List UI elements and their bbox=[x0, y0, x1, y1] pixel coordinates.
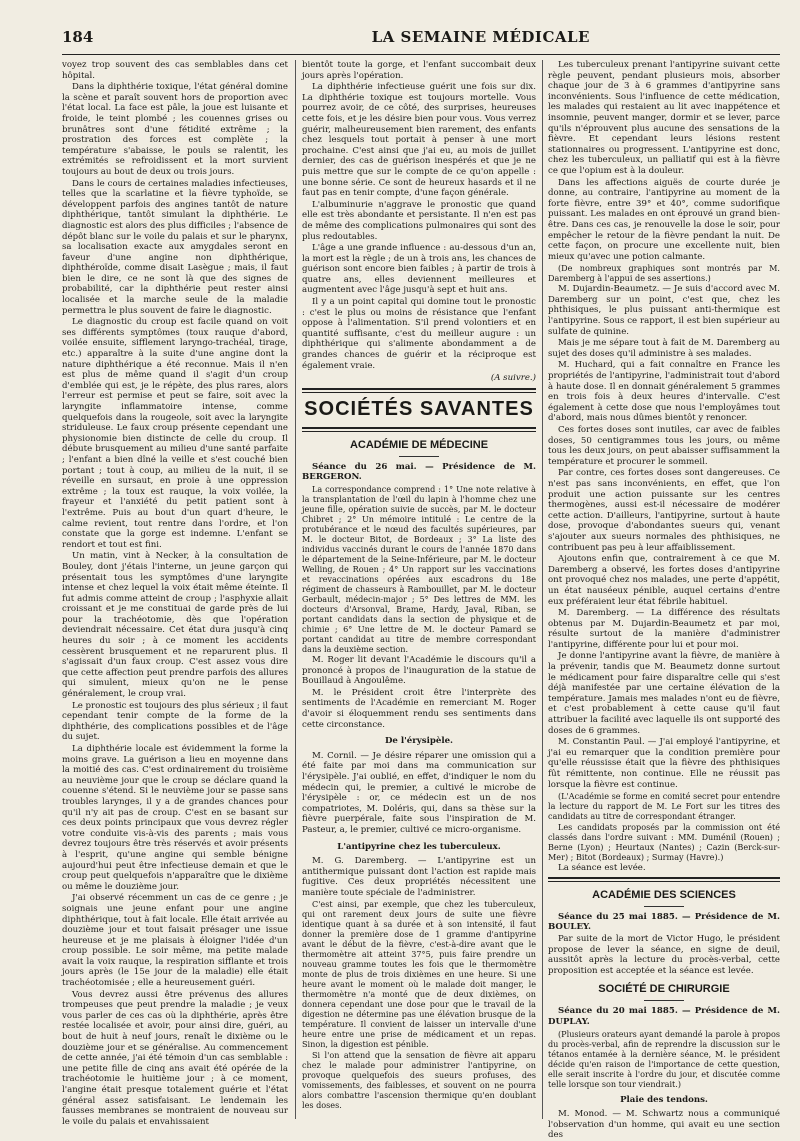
seance-line: Séance du 26 mai. — Présidence de M. BERGERON. bbox=[302, 461, 536, 483]
paragraph: La diphthérie locale est évidemment la forme la moins grave. La guérison a lieu en moyenne dans la moitié des cas. C'est ordinairement du troisième au neuvième jour que le croup se déclare quand la couenne s'étend. Si le neuvième jour se passe sans troubles larynges, il y a de grandes chances pour qu'il n'y ait pas de croup. C'est en se basant sur ces deux points principaux que vous devrez régler votre conduite vis-à-vis des parents ; mais vous devrez toujours être très réservés et avoir présents à l'esprit, qu'une angine qui semble bénigne aujourd'hui peut être infectieuse demain et que le croup peut quelquefois n'apparaître que le dixième ou même le douzième jour. bbox=[62, 744, 288, 892]
paragraph: M. Constantin Paul. — J'ai employé l'antipyrine, et j'ai eu remarquer que la condition première pour qu'elle réussisse était que la fièvre des phthisiques fût rémittente, non continue. Elle ne réussit pas lorsque la fièvre est continue. bbox=[548, 737, 780, 790]
to-be-continued: (A suivre.) bbox=[490, 373, 536, 384]
paragraph: M. Roger lit devant l'Académie le discours qu'il a prononcé à propos de l'inauguration de la statue de Bouillaud à Angoulême. bbox=[302, 655, 536, 687]
paragraph: M. Cornil. — Je désire réparer une omission qui a été faite par moi dans ma communication sur l'érysipèle. J'ai oublié, en effet, d'indiquer le nom du médecin qui, le premier, a cultivé le microbe de l'érysipèle : or, ce médecin est un de nos compatriotes, M. Doléris, qui, dans sa thèse sur la fièvre puerpérale, faite sous l'inspiration de M. Pasteur, a, le premier, cultivé ce micro-organisme. bbox=[302, 750, 536, 835]
section-title: SOCIÉTÉS SAVANTES bbox=[304, 397, 534, 420]
paragraph: M. le Président croit être l'interprète des sentiments de l'Académie en remerciant M. Roger d'avoir si éloquemment rendu ses sentiments dans cette circonstance. bbox=[302, 687, 536, 730]
journal-title: LA SEMAINE MÉDICALE bbox=[371, 28, 590, 46]
paragraph: Ces fortes doses sont inutiles, car avec de faibles doses, 50 centigrammes tous les jours, ou même tous les deux jours, on peut abaisser suffisamment la température et procurer le sommeil. bbox=[548, 425, 780, 467]
paragraph: Je donne l'antipyrine avant la fièvre, de manière à la prévenir, tandis que M. Beaumetz donne surtout le médicament pour faire disparaître celle qui s'est déjà manifestée par une certaine élévation de la température. Jamais mes malades n'ont eu de fièvre, et c'est probablement à cette cause qu'il faut attribuer la facilité avec laquelle ils ont supporté des doses de 6 grammes. bbox=[548, 651, 780, 736]
academy-title: ACADÉMIE DE MÉDECINE bbox=[349, 438, 489, 451]
column-right bbox=[548, 60, 780, 1141]
subsection-title: L'antipyrine chez les tuberculeux. bbox=[337, 841, 501, 852]
academy-sciences-title: ACADÉMIE DES SCIENCES bbox=[592, 888, 736, 901]
column-separator bbox=[295, 60, 296, 1119]
subhead-rule bbox=[644, 906, 684, 907]
column-middle bbox=[302, 60, 536, 1121]
paragraph: Les tuberculeux prenant l'antipyrine suivant cette règle peuvent, pendant plusieurs mois, absorber chaque jour de 3 à 6 grammes d'antipyrine sans inconvénients. Sous l'influence de cette médication, les malades qui restaient au lit avec inappétence et insomnie, peuvent manger, dormir et se lever, parce qu'ils n'éprouvent plus aucune des sensations de la fièvre. Et cependant leurs lésions restent stationnaires ou progressent. L'antipyrine est donc, chez les tuberculeux, un palliatif qui est à la fièvre ce que l'opium est à la douleur. bbox=[548, 60, 780, 176]
seance-line: Séance du 20 mai 1885. — Présidence de M. DUPLAY. bbox=[548, 1006, 780, 1027]
paragraph: bientôt toute la gorge, et l'enfant succombait deux jours après l'opération. bbox=[302, 60, 536, 81]
paragraph: (Plusieurs orateurs ayant demandé la parole à propos du procès-verbal, afin de reprendre la discussion sur le tétanos entamée à la dernière séance, M. le président décide qu'en raison de l'importance de cette question, elle serait inscrite à l'ordre du jour, et discutée comme telle lorsque son tour viendrait.) bbox=[548, 1028, 780, 1089]
column-separator bbox=[542, 60, 543, 1119]
section-rule bbox=[302, 427, 536, 432]
paragraph: La correspondance comprend : 1° Une note relative à la transplantation de l'œil du lapin à l'homme chez une jeune fille, opération suivie de succès, par M. le docteur Chibret ; 2° Un mémoire intitulé : Le centre de la protubérance et le nœud des facultés supérieures, par M. le docteur Bitot, de Bordeaux ; 3° La liste des individus vaccinés durant le cours de l'année 1870 dans le département de la Seine-Inférieure, par M. le docteur Welling, de Rouen ; 4° Un rapport sur les vaccinations et revaccinations opérées aux escadrons du 18e régiment de chasseurs à Rambouillet, par M. le docteur Gerbault, médecin-major ; 5° Des lettres de MM. les docteurs d'Arsonval, Brame, Hardy, Javal, Riban, se portant candidats dans la section de physique et de chimie ; 6° Une lettre de M. le docteur Pamard se portant candidat au titre de membre correspondant dans la deuxième section. bbox=[302, 484, 536, 654]
paragraph: Ajoutons enfin que, contrairement à ce que M. Daremberg a observé, les fortes doses d'antipyrine ont provoqué chez nos malades, une perte d'appétit, un état nauséeux pénible, auquel certains d'entre eux préféraient leur état fébrile habituel. bbox=[548, 554, 780, 607]
section-rule bbox=[302, 388, 536, 393]
chirurgie-title: SOCIÉTÉ DE CHIRURGIE bbox=[598, 983, 730, 996]
paragraph: Dans les affections aiguës de courte durée je donne, au contraire, l'antipyrine au moment de la forte fièvre, entre 39° et 40°, comme sudorifique puissant. Les malades en ont éprouvé un grand bien-être. Dans ces cas, je renouvelle la dose le soir, pour empêcher le retour de la fièvre pendant la nuit. De cette façon, on procure une excellente nuit, bien mieux qu'avec une potion calmante. bbox=[548, 177, 780, 262]
paragraph: Les candidats proposés par la commission ont été classés dans l'ordre suivant : MM. Duménil (Rouen) ; Berne (Lyon) ; Heurtaux (Nantes) ; Cazin (Berck-sur-Mer) ; Bitot (Bordeaux) ; Surmay (Havre).) bbox=[548, 822, 780, 863]
paragraph: Le pronostic est toujours des plus sérieux ; il faut cependant tenir compte de la forme de la diphthérie, des complications possibles et de l'âge du sujet. bbox=[62, 700, 288, 743]
seance-line: Séance du 25 mai 1885. — Présidence de M. BOULEY. bbox=[548, 911, 780, 933]
paragraph: C'est ainsi, par exemple, que chez les tuberculeux, qui ont rarement deux jours de suite une fièvre identique quant à sa durée et à son intensité, il faut donner la première dose de 1 gramme d'antipyrine avant le début de la fièvre, c'est-à-dire avant que le thermomètre ait atteint 37°5, puis faire prendre un nouveau gramme toutes les fois que le thermomètre monte de plus de trois dixièmes en une heure. Si une heure avant le moment où le malade doit manger, le thermomètre n'a monté que de deux dixièmes, on donnera cependant une dose pour que le travail de la digestion ne détermine pas une élévation brusque de la température. Il convient de laisser un intervalle d'une heure entre une prise de médicament et un repas. Sinon, la digestion est pénible. bbox=[302, 899, 536, 1050]
header-rule bbox=[62, 54, 780, 55]
page-header bbox=[62, 28, 780, 52]
column-left bbox=[62, 60, 288, 1127]
paragraph: (De nombreux graphiques sont montrés par M. Daremberg à l'appui de ses assertions.) bbox=[548, 263, 780, 284]
paragraph: voyez trop souvent des cas semblables dans cet hôpital. bbox=[62, 60, 288, 81]
paragraph: M. Monod. — M. Schwartz nous a communiqué l'observation d'un homme, qui avait eu une section des bbox=[548, 1109, 780, 1141]
paragraph: La séance est levée. bbox=[558, 863, 646, 874]
paragraph: M. Dujardin-Beaumetz. — Je suis d'accord avec M. Daremberg sur un point, c'est que, chez les phthisiques, le plus puissant anti-thermique est l'antipyrine. Sous ce rapport, il est bien supérieur au sulfate de quinine. bbox=[548, 284, 780, 337]
subhead-rule bbox=[644, 1000, 684, 1001]
paragraph: Par suite de la mort de Victor Hugo, le président propose de lever la séance, en signe de deuil, aussitôt après la lecture du procès-verbal, cette proposition est acceptée et la séance est levée. bbox=[548, 933, 780, 976]
paragraph: Le diagnostic du croup est facile quand on voit ses différents symptômes (toux rauque d'abord, voilée ensuite, sifflement laryngo-trachéal, tirage, etc.) apparaître à la suite d'une angine dont la nature diphthérique a été reconnue. Mais il n'en est plus de même quand il s'agit d'un croup d'emblée qui est, je le répète, des plus rares, alors l'erreur est permise et peut se faire, soit avec la laryngite inflammatoire intense, comme quelquefois dans la rougeole, soit avec la laryngite striduleuse. Le faux croup présente cependant une physionomie bien distincte de celle du croup. Il débute brusquement au milieu d'une santé parfaite ; l'enfant a bien dîné la veille et s'est couché bien portant ; tout à coup, au milieu de la nuit, il se réveille en sursaut, en proie à une oppression extrême ; la toux est rauque, la voix voilée, la frayeur et l'anxiété du petit patient sont à l'extrême. Puis au bout d'un quart d'heure, le calme revient, tout rentre dans l'ordre, et l'on constate que la gorge est indemne. L'enfant se rendort et tout est fini. bbox=[62, 317, 288, 550]
paragraph: Vous devrez aussi être prévenus des allures trompeuses que peut prendre la maladie ; je veux vous parler de ces cas où la diphthérie, après être restée localisée et avoir, pour ainsi dire, guéri, au bout de huit à neuf jours, renaît le dixième ou le douzième jour et se généralise. Au commencement de cette année, j'ai été témoin d'un cas semblable : une petite fille de cinq ans avait été opérée de la trachéotomie le huitième jour ; à ce moment, l'angine était presque totalement guérie et l'état général assez satisfaisant. Le lendemain les fausses membranes se montraient de nouveau sur le voile du palais et envahissaient bbox=[62, 989, 288, 1127]
paragraph: Il y a un point capital qui domine tout le pronostic : c'est le plus ou moins de résistance que l'enfant oppose à l'alimentation. S'il prend volontiers et en quantité suffisante, c'est du meilleur augure : un diphthérique qui s'alimente abondamment a de grandes chances de guérir et la réciproque est également vraie. bbox=[302, 297, 536, 371]
paragraph: Un matin, vint à Necker, à la consultation de Bouley, dont j'étais l'interne, un jeune garçon qui présentait tous les symptômes d'une laryngite intense et chez lequel la voix était même éteinte. Il fut admis comme atteint de croup ; l'asphyxie allait croissant et je me constituai de garde près de lui pour la trachéotomie, dès que l'opération deviendrait nécessaire. Cet état dura jusqu'à cinq heures du soir ; à ce moment les accidents cessèrent brusquement et ne reparurent plus. Il s'agissait d'un faux croup. C'est assez vous dire que cette affection peut prendre parfois des allures qui simulent, mieux qu'on ne le pense généralement, le croup vrai. bbox=[62, 551, 288, 700]
paragraph: La diphthérie infectieuse guérit une fois sur dix. La diphthérie toxique est toujours mortelle. Vous pourrez avoir, de ce côté, des surprises, heureuses cette fois, et je les désire bien pour vous. Vous verrez guérir, malheureusement bien rarement, des enfants chez lesquels tout portait à penser à une mort prochaine. C'est ainsi que j'ai eu, au mois de juillet dernier, des cas de guérison inespérés et que je ne puis mettre que sur le compte de ce qu'on appelle : une bonne série. Ce sont de heureux hasards et il ne faut pas en tenir compte, d'une façon générale. bbox=[302, 82, 536, 199]
paragraph: Mais je me sépare tout à fait de M. Daremberg au sujet des doses qu'il administre à ses malades. bbox=[548, 338, 780, 359]
subhead-rule bbox=[399, 456, 439, 457]
paragraph: J'ai observé récemment un cas de ce genre ; je soignais une jeune enfant pour une angine diphthérique, tout à fait locale. Elle était arrivée au douzième jour et tout faisait présager une issue heureuse et je me plaisais à éloigner l'idée d'un croup possible. Le soir même, ma petite malade avait la voix rauque, la respiration sifflante et trois jours après (le 15e jour de la maladie) elle était trachéotomisée ; elle a heureusement guéri. bbox=[62, 893, 288, 989]
paragraph: Dans la diphthérie toxique, l'état général domine la scène et paraît souvent hors de proportion avec l'état local. La face est pâle, la joue est luisante et froide, le teint plombé ; les couennes grises ou brunâtres sont d'une fétidité extrême ; la prostration des forces est complète ; la température s'abaisse, le pouls se ralentit, les extrémités se refroidissent et la mort survient toujours au bout de deux ou trois jours. bbox=[62, 82, 288, 177]
paragraph: Par contre, ces fortes doses sont dangereuses. Ce n'est pas sans inconvénients, en effet, que l'on produit une action puissante sur les centres thermogènes, aussi est-il nécessaire de modérer cette action. D'ailleurs, l'antipyrine, surtout à haute dose, provoque d'abondantes sueurs qui, venant s'ajouter aux sueurs normales des phthisiques, ne contribuent pas peu à leur affaiblissement. bbox=[548, 468, 780, 553]
paragraph: M. G. Daremberg. — L'antipyrine est un antithermique puissant dont l'action est rapide mais fugitive. Ces deux propriétés nécessitent une manière toute spéciale de l'administrer. bbox=[302, 856, 536, 898]
paragraph: L'albuminurie n'aggrave le pronostic que quand elle est très abondante et persistante. Il n'en est pas de même des complications pulmonaires qui sont des plus redoutables. bbox=[302, 199, 536, 242]
paragraph: L'âge a une grande influence : au-dessous d'un an, la mort est la règle ; de un à trois ans, les chances de guérison sont encore bien faibles ; à partir de trois à quatre ans, elles deviennent meilleures et augmentent avec l'âge jusqu'à sept et huit ans. bbox=[302, 243, 536, 296]
subsection-title: Plaie des tendons. bbox=[620, 1094, 708, 1105]
paragraph: Si l'on attend que la sensation de fièvre ait apparu chez le malade pour administrer l'antipyrine, on provoque quelquefois des sueurs profuses, des vomissements, des faiblesses, et souvent on ne pourra alors combattre l'ascension thermique qu'en doublant les doses. bbox=[302, 1050, 536, 1111]
paragraph: M. Huchard, qui a fait connaître en France les propriétés de l'antipyrine, l'administrait tout d'abord à haute dose. Il en donnait généralement 5 grammes en trois fois à deux heures d'intervalle. C'est également à cette dose que nous l'employâmes tout d'abord, mais nous dûmes bientôt y renoncer. bbox=[548, 360, 780, 424]
paragraph: (L'Académie se forme en comité secret pour entendre la lecture du rapport de M. Le Fort sur les titres des candidats au titre de correspondant étranger. bbox=[548, 791, 780, 822]
page-number: 184 bbox=[62, 28, 94, 46]
paragraph: Dans le cours de certaines maladies infectieuses, telles que la scarlatine et la fièvre typhoïde, se développent parfois des angines tantôt de nature diphthérique, tantôt simulant la diphthérie. Le diagnostic est alors des plus difficiles ; l'absence de dépôt blanc sur le voile du palais et sur le pharynx, sa localisation exacte aux amygdales seront en faveur d'une angine non diphthérique, diphthéroïde, comme disait Lasègue ; mais, il faut bien le dire, ce ne sont là que des signes de probabilité, car la diphthérie peut rester ainsi localisée et la marche seule de la maladie permettra le plus souvent de faire le diagnostic. bbox=[62, 178, 288, 316]
subsection-title: De l'érysipèle. bbox=[384, 736, 454, 747]
paragraph: M. Daremberg. — La différence des résultats obtenus par M. Dujardin-Beaumetz et par moi, résulte surtout de la manière d'administrer l'antipyrine, différente pour lui et pour moi. bbox=[548, 608, 780, 650]
section-rule bbox=[548, 877, 780, 882]
